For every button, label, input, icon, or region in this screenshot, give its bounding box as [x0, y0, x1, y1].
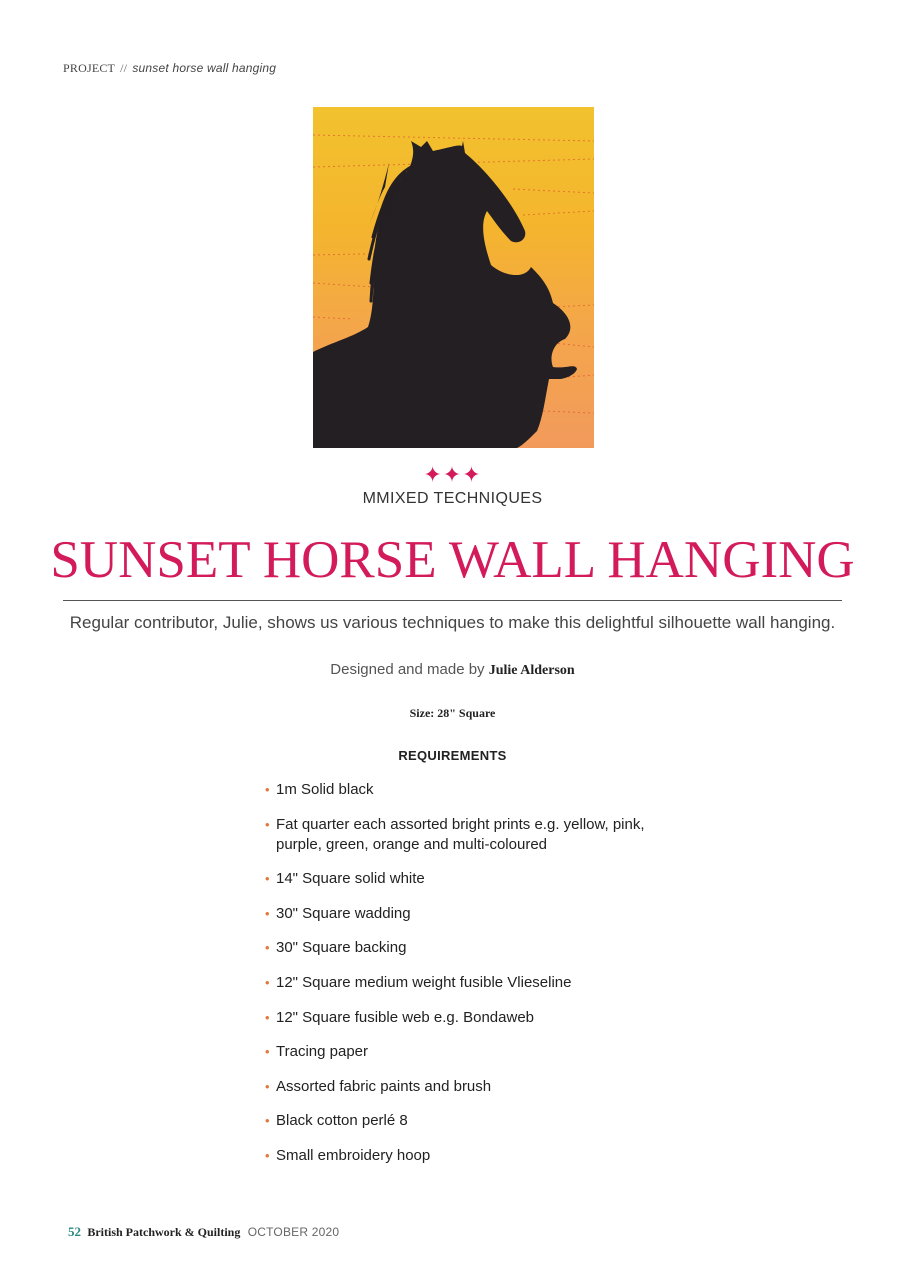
designer-credit	[0, 661, 905, 679]
running-header	[63, 61, 276, 76]
title-divider	[63, 600, 842, 601]
finished-size: Size: 28" Square	[409, 706, 496, 720]
project-photo	[313, 107, 594, 448]
bullet-icon: •	[265, 905, 270, 921]
page-footer	[68, 1224, 339, 1240]
list-item: • 14" Square solid white	[265, 870, 425, 888]
list-item: • Assorted fabric paints and brush	[265, 1077, 492, 1095]
list-item: • 12" Square fusible web e.g. Bondaweb	[265, 1008, 535, 1026]
bullet-icon: •	[265, 816, 270, 832]
requirements-heading: REQUIREMENTS	[398, 748, 507, 763]
magazine-name: British Patchwork & Quilting	[87, 1225, 241, 1239]
list-item: • 30" Square backing	[265, 939, 407, 957]
issue-date: OCTOBER 2020	[247, 1225, 340, 1239]
credit-prefix: Designed and made by	[330, 661, 485, 678]
list-item: • 30" Square wadding	[265, 904, 411, 922]
page-number: 52	[68, 1224, 81, 1239]
list-item: • 12" Square medium weight fusible Vlieseline	[265, 973, 572, 991]
horse-silhouette-icon	[313, 107, 594, 448]
designer-name: Julie Alderson	[488, 663, 575, 678]
list-item: • Black cotton perlé 8	[265, 1112, 408, 1130]
header-section: PROJECT	[63, 61, 115, 75]
bullet-icon: •	[265, 1113, 270, 1129]
header-topic: sunset horse wall hanging	[132, 61, 277, 75]
bullet-icon: •	[265, 1078, 270, 1094]
list-item: • 1m Solid black	[265, 781, 374, 798]
bullet-icon: •	[265, 940, 270, 956]
category-label: MMIXED TECHNIQUES	[362, 490, 543, 507]
article-intro: Regular contributor, Julie, shows us various techniques to make this delightful silhouette wall hanging.	[69, 613, 836, 632]
list-item: • Tracing paper	[265, 1043, 368, 1061]
bullet-icon: •	[265, 1009, 270, 1025]
requirements-list	[265, 780, 685, 1181]
bullet-icon: •	[265, 974, 270, 990]
list-item: • Fat quarter each assorted bright prints e.g. yellow, pink, purple, green, orange and multi-coloured	[265, 815, 645, 853]
bullet-icon: •	[265, 1147, 270, 1163]
decorative-stars: ✦✦✦	[423, 462, 482, 487]
list-item: • Small embroidery hoop	[265, 1146, 431, 1164]
bullet-icon: •	[265, 782, 270, 797]
header-separator: //	[120, 61, 128, 75]
article-title: SUNSET HORSE WALL HANGING	[50, 531, 855, 589]
bullet-icon: •	[265, 1044, 270, 1060]
bullet-icon: •	[265, 871, 270, 887]
